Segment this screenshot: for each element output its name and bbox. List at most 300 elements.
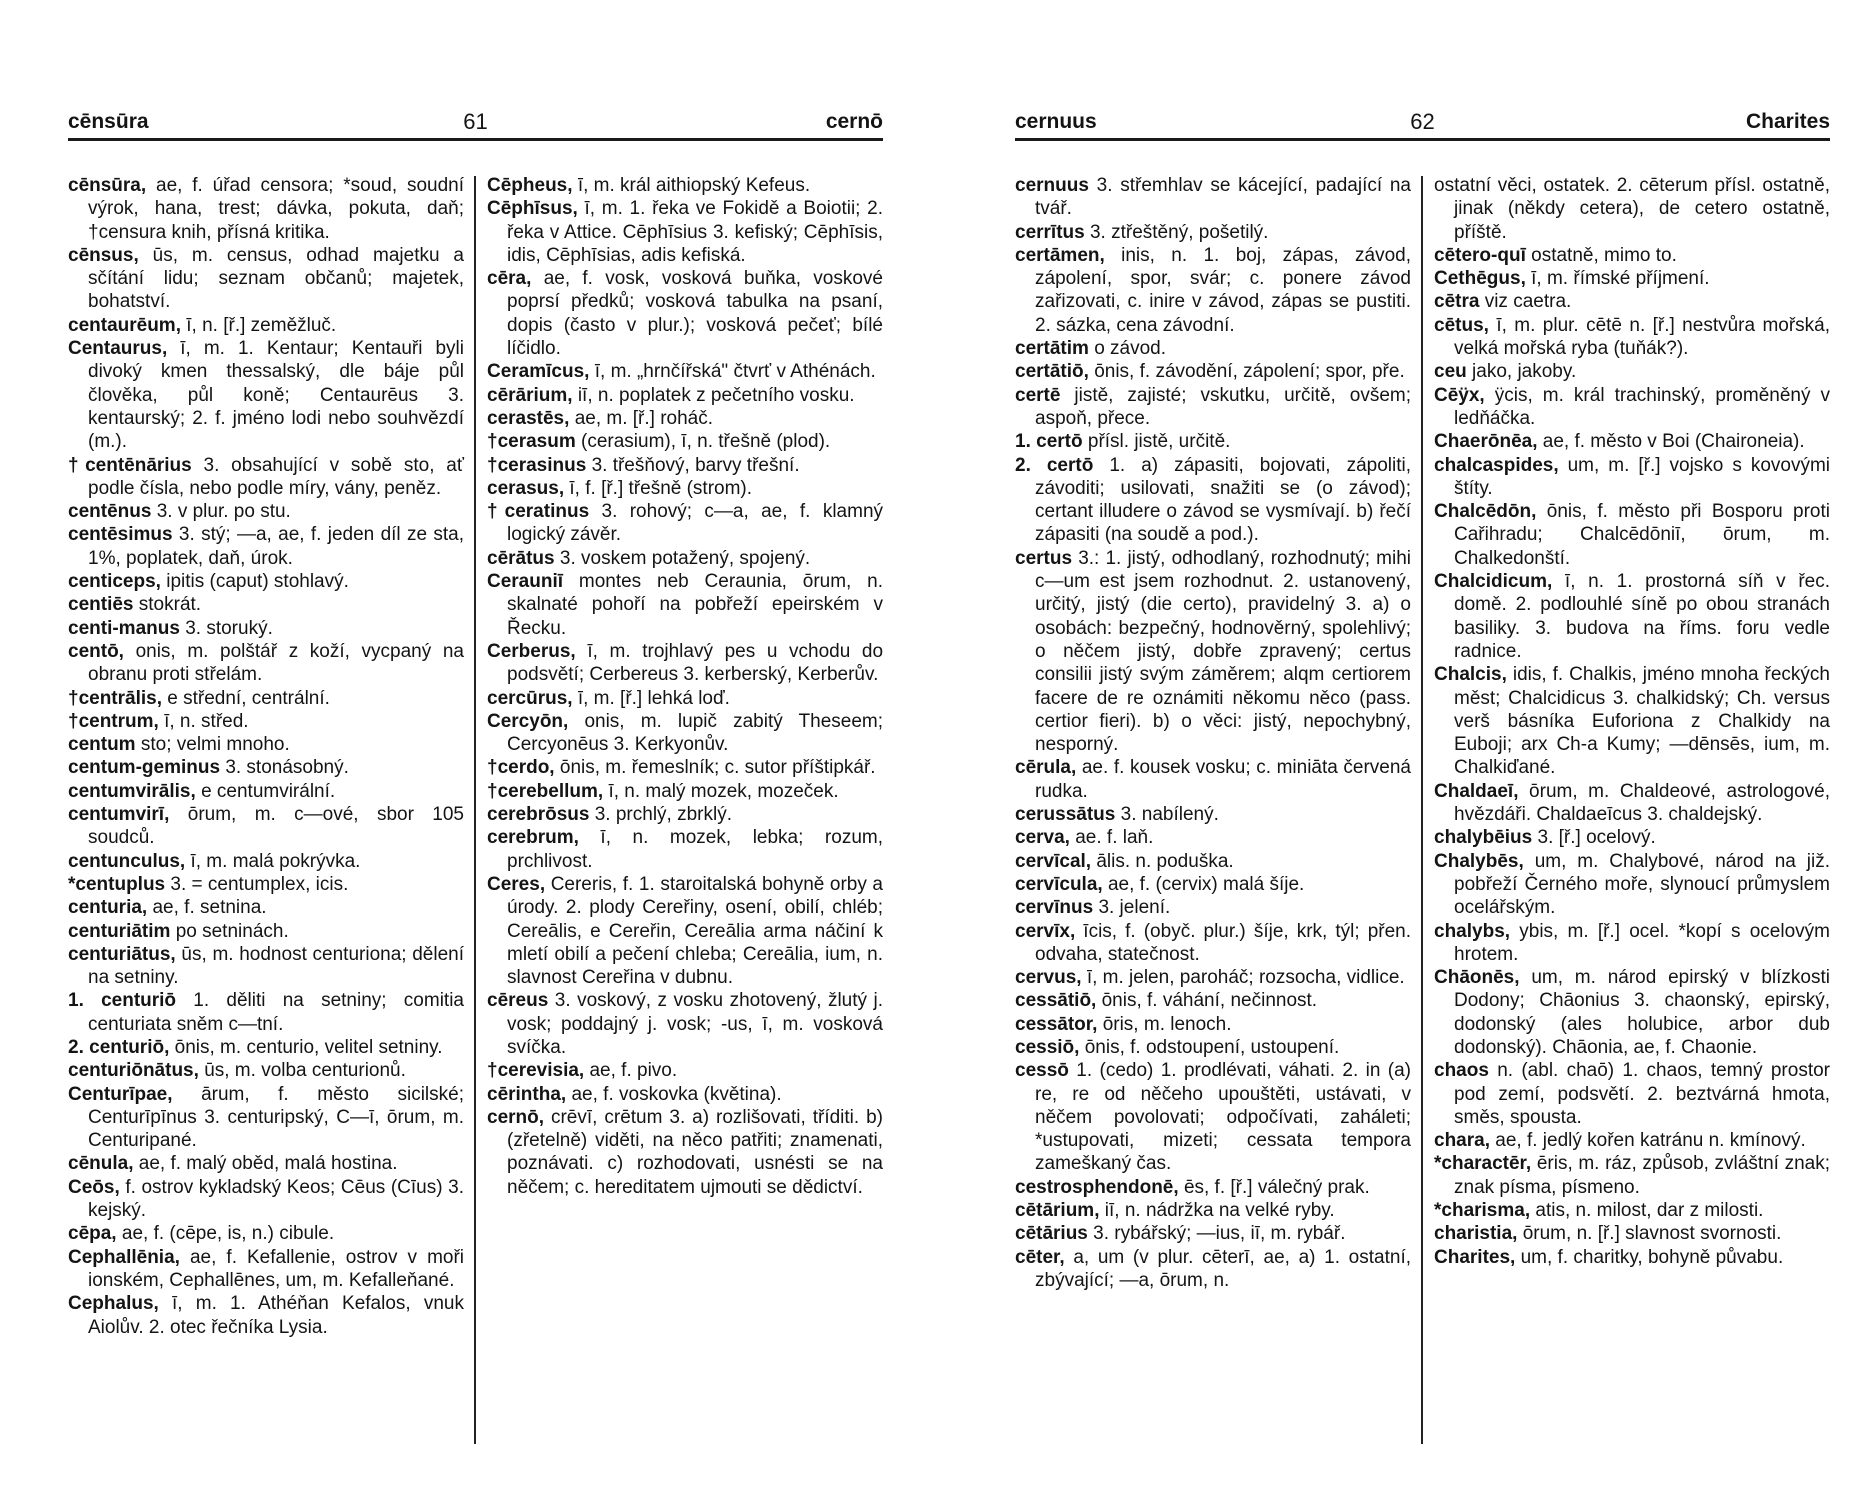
entry-definition: ī, m. 1. řeka ve Fokidě a Boiotii; 2. řeka v Attice. Cēphīsius 3. kefiský; Cēphīsis, idis, Cēphīsias, adis kefiská. (507, 198, 883, 266)
entry-headword: Chaldaeī, (1434, 780, 1519, 802)
entry-headword: †centrālis, (68, 687, 162, 709)
dictionary-entry (68, 850, 464, 873)
entry-headword: †cerasinus (487, 454, 587, 476)
entry-headword: centum (68, 734, 136, 756)
entry-headword: cercūrus, (487, 687, 573, 709)
entry-definition: ae. f. kousek vosku; c. miniāta červená rudka. (1035, 757, 1411, 802)
dictionary-entry (1434, 1199, 1830, 1222)
entry-headword: Centaurus, (68, 338, 168, 360)
entry-headword: cērula, (1015, 757, 1077, 779)
entry-definition: (cerasium), ī, n. třešně (plod). (581, 431, 831, 453)
dictionary-entry (68, 1036, 464, 1059)
entry-headword: cerebrum, (487, 827, 579, 849)
dictionary-entry (68, 570, 464, 593)
dictionary-entry (68, 756, 464, 779)
entry-headword: chara, (1434, 1130, 1490, 1152)
dictionary-entry (1434, 430, 1830, 453)
entry-definition: ae, f. vosk, vosková buňka, voskové poprsí předků; vosková tabulka na psaní, dopis (často v plur.); vosková pečeť; bílé líčidlo. (507, 268, 883, 360)
dictionary-entry (68, 454, 464, 501)
entry-definition: ae, f. (cēpe, is, n.) cibule. (121, 1223, 335, 1245)
entry-definition: inis, n. 1. boj, zápas, závod, zápolení, spor, svár; c. ponere závod zařizovati, c. inire v závod, zápas se pustiti. 2. sázka, cena závodní. (1035, 244, 1411, 336)
entry-definition: f. ostrov kykladský Keos; Cēus (Cīus) 3. kejský. (88, 1176, 464, 1222)
entry-definition: ōris, m. lenoch. (1102, 1013, 1232, 1035)
entry-definition: um, m. [ř.] vojsko s kovovými štíty. (1454, 454, 1830, 499)
dictionary-entry (68, 1222, 464, 1245)
entry-definition: Cereris, f. 1. staroitalská bohyně orby a úrody. 2. plody Cereřiny, osení, obilí, chléb; Cereālis, e Cereřin, Cereālia arma náčiní k mletí obilí a pečení chleba; Cereālia, ium, n. slavnost Cereřina v dubnu. (507, 873, 883, 989)
entry-headword: Cercyōn, (487, 710, 569, 732)
entry-headword: cestrosphendonē, (1015, 1176, 1179, 1198)
entry-definition: 3. voskem potažený, spojený. (559, 547, 811, 569)
entry-definition: 3. stonásobný. (225, 757, 349, 779)
guide-word-right: Charites (1745, 110, 1830, 133)
entry-definition: ī, n. 1. prostorná síň v řec. domě. 2. podlouhlé síně po obou stranách basiliky. 3. budova na říms. foru vedle radnice. (1454, 571, 1830, 662)
entry-definition: ī, f. [ř.] třešně (strom). (569, 477, 753, 499)
dictionary-entry (1015, 873, 1411, 896)
entry-headword: Cephallēnia, (68, 1246, 180, 1268)
entry-definition: ī, m. 1. Athéňan Kefalos, vnuk Aiolův. 2. otec řečníka Lysia. (88, 1293, 465, 1338)
entry-headword: †centrum, (68, 710, 159, 732)
entry-definition: ī, m. [ř.] lehká loď. (577, 687, 730, 709)
entry-definition: ī, n. malý mozek, mozeček. (608, 780, 839, 802)
dictionary-entry (487, 360, 883, 383)
dictionary-entry (487, 1083, 883, 1106)
dictionary-entry (1434, 384, 1830, 431)
entry-definition: ūs, m. census, odhad majetku a sčítání lidu; seznam občanů; majetek, bohatství. (88, 244, 464, 313)
entry-definition: ōnis, f. závodění, zápolení; spor, pře. (1094, 361, 1405, 383)
entry-definition: po setninách. (175, 920, 289, 942)
dictionary-entry (68, 314, 464, 337)
dictionary-entry (68, 733, 464, 756)
dictionary-entry (1015, 896, 1411, 919)
dictionary-entry (1015, 1036, 1411, 1059)
dictionary-entry (487, 477, 883, 500)
entry-definition: stokrát. (138, 594, 202, 616)
entry-definition: ī, m. římské příjmení. (1531, 268, 1710, 290)
dictionary-entry (68, 943, 464, 990)
entry-definition: ōnis, f. odstoupení, ustoupení. (1084, 1036, 1340, 1058)
entry-headword: cerasus, (487, 477, 565, 499)
entry-headword: cerastēs, (487, 407, 570, 429)
dictionary-entry (68, 1152, 464, 1175)
entry-definition: ae, f. Kefallenie, ostrov v moři ionském, Cephallēnes, um, m. Kefalleňané. (88, 1246, 465, 1291)
entry-headword: *centuplus (68, 873, 166, 895)
entry-headword: centiēs (68, 594, 134, 616)
dictionary-entry (68, 780, 464, 803)
dictionary-entry (1015, 850, 1411, 873)
entry-headword: centuriātus, (68, 943, 176, 965)
entry-headword: †cerebellum, (487, 780, 604, 802)
dictionary-entry (1434, 570, 1830, 663)
entry-headword: †cerevisia, (487, 1060, 585, 1082)
entry-headword: Centurīpae, (68, 1083, 173, 1105)
entry-headword: †cerasum (487, 431, 576, 453)
entry-headword: chalcaspides, (1434, 454, 1559, 476)
entry-definition: iī, n. poplatek z pečetního vosku. (577, 384, 855, 406)
dictionary-entry (1434, 1059, 1830, 1129)
dictionary-entry (1434, 290, 1830, 313)
dictionary-entry (68, 1246, 464, 1293)
entry-definition: ybis, m. [ř.] ocel. *kopí s ocelovým hrotem. (1454, 920, 1830, 965)
entry-definition: ae, f. malý oběd, malá hostina. (138, 1153, 398, 1175)
entry-definition: 3. stý; —a, ae, f. jeden díl ze sta, 1%, poplatek, daň, úrok. (88, 524, 465, 569)
entry-headword: cessiō, (1015, 1036, 1080, 1058)
dictionary-entry (1434, 454, 1830, 501)
entry-definition: jistě, zajisté; vskutku, určitě, ovšem; aspoň, přece. (1035, 384, 1411, 429)
entry-definition: ī, m. král aithiopský Kefeus. (577, 175, 811, 196)
entry-definition: ae, f. setnina. (152, 897, 267, 919)
dictionary-entry (68, 873, 464, 896)
entry-headword: Chalcēdōn, (1434, 501, 1537, 523)
dictionary-entry (1434, 314, 1830, 361)
entry-headword: cerebrōsus (487, 804, 590, 826)
entry-definition: ī, m. jelen, paroháč; rozsocha, vidlice. (1086, 967, 1405, 989)
dictionary-entry (1434, 360, 1830, 383)
entry-headword: Chalcis, (1434, 664, 1507, 686)
dictionary-entry (1015, 337, 1411, 360)
entry-headword: ceu (1434, 361, 1467, 383)
dictionary-entry (1015, 1013, 1411, 1036)
dictionary-entry (1015, 454, 1411, 547)
entry-headword: Chaerōnēa, (1434, 431, 1538, 453)
entry-definition: e střední, centrální. (167, 687, 330, 709)
entry-definition: přísl. jistě, určitě. (1087, 431, 1231, 453)
entry-headword: cētus, (1434, 314, 1489, 336)
entry-headword: Cēphīsus, (487, 198, 578, 220)
entry-headword: cēnula, (68, 1153, 134, 1175)
entry-definition: um, m. národ epirský v blízkosti Dodony; Chāonius 3. chaonský, epirský, dodonský (ales holubice, arbor dub dodonský). Chāonia, ae, f. Chaonie. (1454, 967, 1830, 1058)
entry-headword: Cephalus, (68, 1293, 159, 1315)
entry-definition: iī, n. nádržka na velké ryby. (1104, 1200, 1335, 1222)
entry-headword: cerussātus (1015, 804, 1116, 826)
dictionary-entry (1434, 920, 1830, 967)
dictionary-entry (68, 896, 464, 919)
entry-headword: centaurēum, (68, 314, 181, 336)
dictionary-entry (487, 826, 883, 873)
entry-definition: a, um (v plur. cēterī, ae, a) 1. ostatní, zbývající; —a, ōrum, n. (1035, 1246, 1411, 1291)
entry-headword: centō, (68, 640, 124, 662)
entry-headword: Ceōs, (68, 1176, 120, 1198)
dictionary-entry (487, 570, 883, 640)
dictionary-entry (1434, 267, 1830, 290)
dictionary-entry (68, 1176, 464, 1223)
dictionary-entry (1434, 1246, 1830, 1269)
dictionary-entry (1434, 244, 1830, 267)
entry-definition: ae, f. (cervix) malá šíje. (1107, 873, 1305, 895)
entry-headword: cētero-quī (1434, 244, 1526, 266)
entry-headword: 1. centuriō (68, 990, 177, 1012)
dictionary-entry (68, 920, 464, 943)
entry-definition: ōrum, n. [ř.] slavnost svornosti. (1522, 1223, 1782, 1245)
entry-headword: †centēnārius (68, 454, 192, 476)
dictionary-entry (1015, 1246, 1411, 1293)
entry-definition: 3. jelení. (1098, 897, 1171, 919)
entry-headword: *charisma, (1434, 1200, 1531, 1222)
entry-headword: cēra, (487, 268, 532, 290)
dictionary-entry (487, 756, 883, 779)
entry-definition: 1. a) zápasiti, bojovati, zápoliti, závoditi; usilovati, snažiti se (o závod); certant illudere o závod se vysmívají. b) řečí zápasiti (na soudě a pod.). (1035, 454, 1412, 546)
entry-definition: ī, m. 1. Kentaur; Kentauři byli divoký kmen thessalský, dle báje půl člověka, půl koně; Centaurēus 3. kentaurský; 2. f. jméno lodi nebo souhvězdí (m.). (88, 338, 464, 453)
dictionary-entry (1015, 360, 1411, 383)
entry-headword: cēnsūra, (68, 175, 147, 196)
entry-headword: centēsimus (68, 524, 173, 546)
entry-headword: cerva, (1015, 827, 1070, 849)
entry-definition: ēs, f. [ř.] válečný prak. (1183, 1176, 1370, 1198)
entry-definition: ipitis (caput) stohlavý. (166, 571, 349, 593)
entry-definition: ae, f. pivo. (589, 1060, 678, 1082)
dictionary-entry (487, 989, 883, 1059)
entry-headword: cērārium, (487, 384, 573, 406)
entry-headword: Chāonēs, (1434, 967, 1520, 989)
dictionary-entry (68, 989, 464, 1036)
entry-headword: certāmen, (1015, 244, 1105, 266)
dictionary-entry (1434, 826, 1830, 849)
dictionary-entry (1015, 966, 1411, 989)
entry-definition: viz caetra. (1484, 291, 1572, 313)
entry-definition: atis, n. milost, dar z milosti. (1535, 1200, 1764, 1222)
entry-headword: Cerauniī (487, 571, 564, 593)
dictionary-entry (68, 1059, 464, 1082)
entry-headword: Charites, (1434, 1246, 1516, 1268)
entry-definition: 3. střemhlav se kácející, padající na tvář. (1035, 175, 1411, 220)
entry-definition: ēris, m. ráz, způsob, zvláštní znak; znak písma, písmeno. (1454, 1153, 1830, 1198)
dictionary-entry (1015, 920, 1411, 967)
entry-definition: 3. prchlý, zbrklý. (594, 804, 732, 826)
entry-definition: 3. ztřeštěný, pošetilý. (1089, 221, 1269, 243)
entry-definition: ostatně, mimo to. (1531, 244, 1677, 266)
entry-definition: crēvī, crētum 3. a) rozlišovati, tříditi. b) (zřetelně) viděti, na něco patřiti; znamenati, poznávati. c) rozhodovati, usnésti se na něčem; c. hereditatem ujmouti se dědictví. (507, 1106, 884, 1198)
dictionary-entry (1434, 663, 1830, 779)
entry-definition: 1. (cedo) 1. prodlévati, váhati. 2. in (a) re, re od něčeho upouštěti, ustávati, v něčem povolovati; odpočívati, zaháleti; *ustupovati, mizeti; cessata tempora zameškaný čas. (1035, 1060, 1411, 1175)
dictionary-entry (487, 174, 883, 197)
entry-definition: 3. třešňový, barvy třešní. (591, 454, 800, 476)
entry-definition: ae. f. laň. (1075, 827, 1154, 849)
entry-definition: ī, n. střed. (164, 710, 249, 732)
entry-headword: centēnus (68, 501, 152, 523)
entry-headword: chalybs, (1434, 920, 1511, 942)
dictionary-entry (68, 244, 464, 314)
dictionary-entry (1434, 1129, 1830, 1152)
dictionary-entry (68, 1292, 464, 1339)
entry-definition: ūs, m. volba centurionů. (204, 1060, 406, 1082)
entry-headword: cēreus (487, 990, 549, 1012)
entry-definition: o závod. (1094, 338, 1167, 360)
entry-headword: Chalcidicum, (1434, 571, 1553, 593)
entry-headword: cērintha, (487, 1083, 567, 1105)
entry-headword: cervīcula, (1015, 873, 1103, 895)
dictionary-entry (487, 407, 883, 430)
page-number: 62 (1410, 109, 1435, 134)
dictionary-entry (487, 1106, 883, 1199)
entry-headword: cerrītus (1015, 221, 1085, 243)
entry-headword: 2. certō (1015, 454, 1094, 476)
dictionary-entry (487, 687, 883, 710)
entry-headword: chaos (1434, 1060, 1489, 1082)
dictionary-entry (68, 803, 464, 850)
entry-headword: Cēpheus, (487, 175, 573, 196)
dictionary-entry (1015, 989, 1411, 1012)
entry-headword: chalybēius (1434, 827, 1533, 849)
entry-headword: charistia, (1434, 1223, 1518, 1245)
dictionary-entry (1015, 1222, 1411, 1245)
entry-headword: cessātor, (1015, 1013, 1098, 1035)
entry-definition: montes neb Ceraunia, ōrum, n. skalnaté pohoří na pobřeží epeirském v Řecku. (507, 571, 884, 639)
dictionary-entry (68, 617, 464, 640)
entry-headword: centumvirī, (68, 804, 170, 826)
dictionary-entry (1015, 174, 1411, 221)
entry-headword: †ceratinus (487, 501, 590, 523)
dictionary-entry (1434, 1222, 1830, 1245)
dictionary-entry (68, 500, 464, 523)
entry-definition: 3. rybářský; —ius, iī, m. rybář. (1093, 1223, 1346, 1245)
dictionary-entry (487, 197, 883, 267)
entry-definition: e centumvirální. (201, 780, 336, 802)
entry-headword: cessō (1015, 1060, 1069, 1082)
entry-definition: 1. děliti na setniny; comitia centuriata sněm c—tní. (88, 990, 464, 1035)
entry-headword: centuriātim (68, 920, 171, 942)
entry-definition: ī, m. malá pokrývka. (190, 850, 361, 872)
entry-definition: 3. v plur. po stu. (156, 501, 291, 523)
dictionary-entry (487, 430, 883, 453)
entries-column-left (1015, 174, 1411, 1292)
dictionary-entry (1015, 756, 1411, 803)
dictionary-entry (487, 640, 883, 687)
entry-definition: n. (abl. chaō) 1. chaos, temný prostor pod zemí, podsvětí. 2. beztvárná hmota, směs, spousta. (1454, 1060, 1830, 1128)
entry-headword: cērātus (487, 547, 555, 569)
dictionary-entry (1015, 221, 1411, 244)
entry-definition: ī, m. trojhlavý pes u vchodu do podsvětí; Cerbereus 3. kerberský, Kerberův. (507, 640, 884, 686)
entry-headword: Chalybēs, (1434, 850, 1524, 872)
guide-word-left: cernuus (1015, 110, 1097, 133)
entry-definition: um, m. Chalybové, národ na již. pobřeží Černého moře, slynoucí průmyslem ocelářským. (1454, 850, 1831, 919)
dictionary-entry (68, 1083, 464, 1153)
entries-column-right (1434, 174, 1830, 1269)
dictionary-entry (1015, 430, 1411, 453)
dictionary-entry (68, 337, 464, 453)
dictionary-entry (68, 593, 464, 616)
entry-headword: cētra (1434, 291, 1480, 313)
dictionary-entry (1434, 780, 1830, 827)
entry-definition: ōnis, m. centurio, velitel setniny. (174, 1036, 443, 1058)
dictionary-entry (1015, 244, 1411, 337)
entry-definition: 3. = centumplex, icis. (170, 873, 349, 895)
entry-definition: ūs, m. hodnost centuriona; dělení na setniny. (88, 943, 464, 989)
entry-definition: ōnis, f. váhání, nečinnost. (1101, 990, 1318, 1012)
entry-headword: Ceres, (487, 873, 546, 895)
dictionary-entry (1015, 1176, 1411, 1199)
entry-definition: um, f. charitky, bohyně půvabu. (1520, 1246, 1784, 1268)
dictionary-entry (68, 640, 464, 687)
page-number: 61 (463, 109, 488, 134)
entry-headword: cervīx, (1015, 920, 1076, 942)
running-header (1015, 108, 1830, 141)
entry-definition: ae, f. voskovka (květina). (571, 1083, 782, 1105)
entry-headword: cētārium, (1015, 1200, 1100, 1222)
dictionary-entry (68, 174, 464, 244)
entry-headword: 1. certō (1015, 431, 1083, 453)
entry-definition: ostatní věci, ostatek. 2. cēterum přísl. ostatně, jinak (někdy cetera), de cetero ostatně, příště. (1434, 175, 1830, 243)
dictionary-page-61 (68, 0, 883, 1500)
entry-headword: centi-manus (68, 617, 180, 639)
dictionary-entry (487, 384, 883, 407)
entry-headword: centuriōnātus, (68, 1060, 199, 1082)
dictionary-entry (68, 523, 464, 570)
entry-definition: onis, m. lupič zabitý Theseem; Cercyonēus 3. Kerkyonův. (507, 710, 884, 756)
entry-headword: cervīcal, (1015, 850, 1092, 872)
dictionary-entry (487, 500, 883, 547)
entry-definition: ōrum, m. c—ové, sbor 105 soudců. (88, 804, 464, 849)
entry-definition: ÿcis, m. král trachinský, proměněný v ledňáčka. (1454, 384, 1831, 429)
entry-headword: Cerberus, (487, 640, 576, 662)
dictionary-entry (487, 780, 883, 803)
dictionary-entry (487, 267, 883, 360)
entry-headword: centiceps, (68, 571, 161, 593)
entry-headword: Ceramīcus, (487, 361, 590, 383)
entry-definition: īcis, f. (obyč. plur.) šíje, krk, týl; přen. odvaha, statečnost. (1035, 920, 1412, 965)
dictionary-entry (1434, 1152, 1830, 1199)
entry-definition: sto; velmi mnoho. (140, 734, 290, 756)
entry-definition: ārum, f. město sicilské; Centurīpīnus 3. centuripský, C—ī, ōrum, m. Centuripané. (88, 1083, 464, 1152)
dictionary-entry (487, 873, 883, 989)
entry-headword: centum-geminus (68, 757, 221, 779)
dictionary-entry (487, 454, 883, 477)
entry-headword: Cēÿx, (1434, 384, 1485, 406)
entry-definition: onis, m. polštář z koží, vycpaný na obranu proti střelám. (88, 640, 464, 686)
entry-headword: cervus, (1015, 967, 1082, 989)
dictionary-entry (487, 803, 883, 826)
entry-definition: jako, jakoby. (1472, 361, 1577, 383)
column-divider (474, 176, 476, 1444)
entry-headword: cētārius (1015, 1223, 1088, 1245)
entry-headword: cervīnus (1015, 897, 1094, 919)
entry-headword: cernō, (487, 1106, 545, 1128)
dictionary-entry (1015, 803, 1411, 826)
entry-definition: ālis. n. poduška. (1096, 850, 1234, 872)
dictionary-entry (1434, 850, 1830, 920)
entry-definition: 3. [ř.] ocelový. (1537, 827, 1656, 849)
dictionary-entry (1015, 547, 1411, 757)
dictionary-entry (487, 1059, 883, 1082)
entry-definition: 3. obsahující v sobě sto, ať podle čísla, nebo podle míry, vány, peněz. (88, 454, 464, 499)
entry-definition: idis, f. Chalkis, jméno mnoha řeckých měst; Chalcidicus 3. chalkidský; Ch. versus verš básníka Euforiona z Chalkidy na Euboji; arx Ch-a Kumy; —dēnsēs, ium, m. Chalkiďané. (1454, 664, 1830, 779)
guide-word-left: cēnsūra (68, 110, 149, 133)
entry-definition: 3. storuký. (185, 617, 273, 639)
entry-headword: certātim (1015, 338, 1089, 360)
dictionary-page-62 (1015, 0, 1830, 1500)
entry-headword: cēnsus, (68, 244, 139, 266)
entry-definition: ōrum, m. Chaldeové, astrologové, hvězdáři. Chaldaeīcus 3. chaldejský. (1454, 780, 1831, 826)
dictionary-entry (487, 547, 883, 570)
entry-definition: ī, m. plur. cētē n. [ř.] nestvůra mořská, velká mořská ryba (tuňák?). (1454, 314, 1831, 360)
entry-headword: cēter, (1015, 1246, 1065, 1268)
entry-headword: cēpa, (68, 1223, 117, 1245)
entry-headword: cessātiō, (1015, 990, 1097, 1012)
entry-headword: *charactēr, (1434, 1153, 1532, 1175)
entry-definition: ae, f. jedlý kořen katránu n. kmínový. (1495, 1130, 1806, 1152)
entry-definition: 3. nabílený. (1120, 804, 1219, 826)
entry-headword: certus (1015, 547, 1073, 569)
dictionary-entry (1015, 826, 1411, 849)
entries-column-left (68, 174, 464, 1339)
entry-headword: centunculus, (68, 850, 186, 872)
column-divider (1421, 176, 1423, 1444)
entries-column-right (487, 174, 883, 1199)
entry-definition: 3. rohový; c—a, ae, f. klamný logický závěr. (507, 501, 884, 546)
entry-headword: Cethēgus, (1434, 268, 1526, 290)
entry-definition: ōnis, m. řemeslník; c. sutor příštipkář. (559, 757, 876, 779)
entry-definition: 3.: 1. jistý, odhodlaný, rozhodnutý; mihi c—um est jsem rozhodnut. 2. ustanovený, určitý, jistý (die certo), pravidelný 3. a) o osobách: bezpečný, hodnověrný, spolehlivý; o něčem jistý, dobře zpravený; certus consilii jistý svým záměrem; alqm certiorem facere de re oznámiti někomu něco (pass. certior fieri). b) o věci: jistý, nepochybný, nesporný. (1035, 547, 1411, 756)
entry-headword: certē (1015, 384, 1061, 406)
entry-definition: ōnis, f. město při Bosporu proti Cařihradu; Chalcēdōniī, ōrum, m. Chalkedonští. (1454, 501, 1830, 569)
